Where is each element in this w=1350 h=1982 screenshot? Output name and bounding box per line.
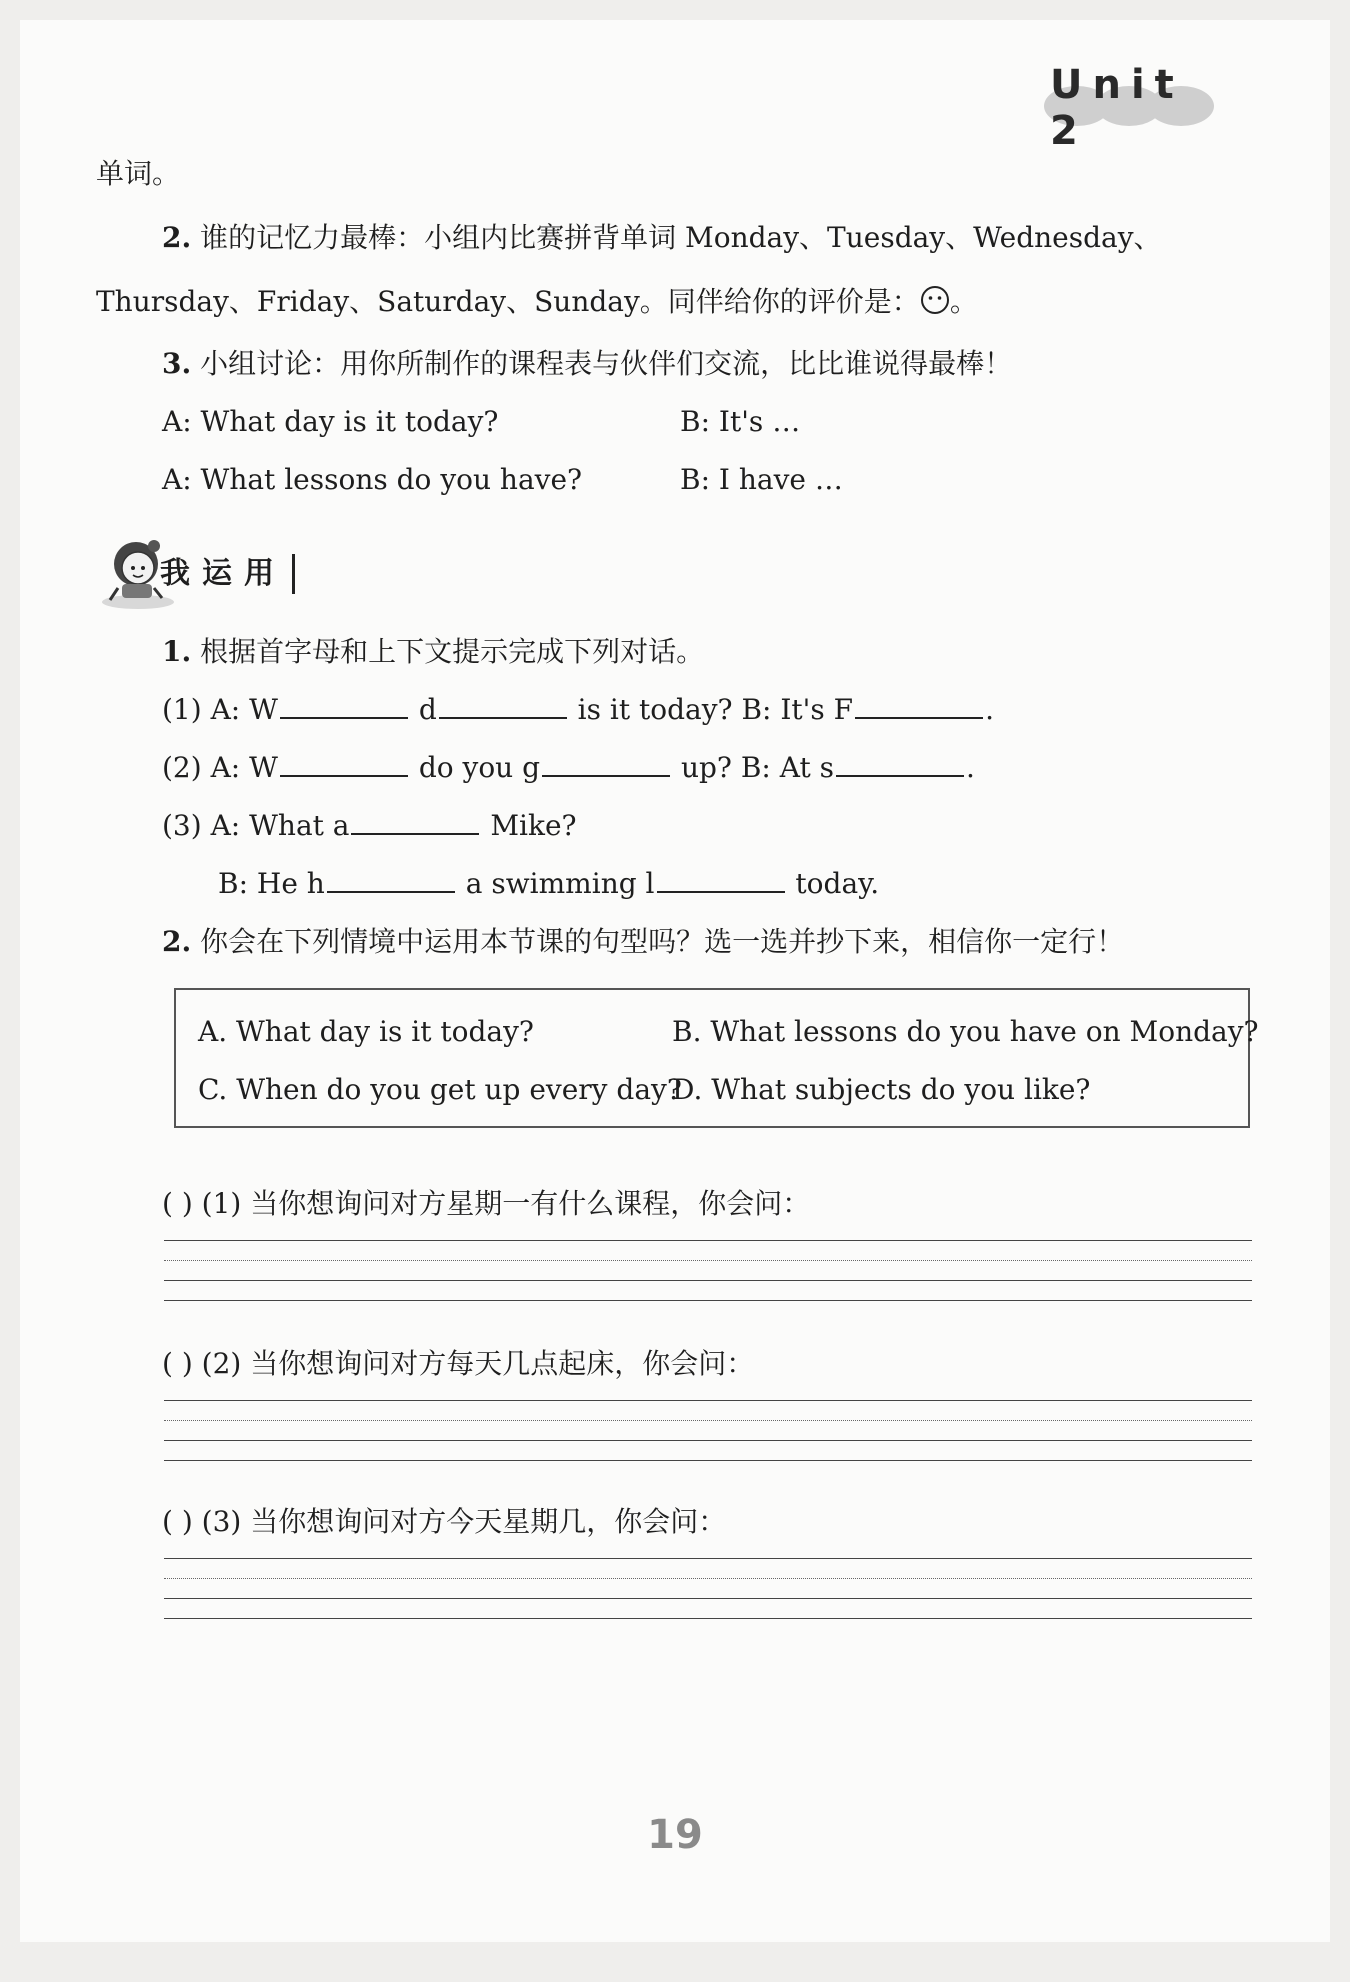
answer-parentheses[interactable]: ( ) bbox=[162, 1187, 193, 1220]
situation-1 bbox=[162, 1184, 810, 1224]
unit-badge bbox=[1040, 58, 1240, 154]
answer-parentheses[interactable]: ( ) bbox=[162, 1505, 193, 1538]
item-number: (1) bbox=[162, 693, 202, 726]
answer-parentheses[interactable]: ( ) bbox=[162, 1347, 193, 1380]
situation-3 bbox=[162, 1502, 726, 1542]
option-a: A. What day is it today? bbox=[198, 1015, 534, 1048]
item2-text2: Thursday、Friday、Saturday、Sunday。同伴给你的评价是： bbox=[96, 285, 920, 318]
option-c: C. When do you get up every day? bbox=[198, 1073, 682, 1106]
option-d: D. What subjects do you like? bbox=[672, 1073, 1091, 1106]
item-text: . bbox=[965, 751, 975, 784]
item3-line bbox=[162, 344, 1012, 384]
answer-blank[interactable] bbox=[351, 807, 479, 835]
page-number: 19 bbox=[647, 1812, 703, 1858]
answer-blank[interactable] bbox=[327, 865, 455, 893]
item-number: (2) bbox=[162, 751, 202, 784]
item-text: d bbox=[418, 693, 437, 726]
item-text: A: What a bbox=[210, 809, 350, 842]
answer-blank[interactable] bbox=[836, 749, 964, 777]
answer-blank[interactable] bbox=[439, 691, 567, 719]
q2-number: 2. bbox=[162, 925, 192, 958]
section-title: 我运用 bbox=[160, 554, 295, 594]
dialog-a1: A: What day is it today? bbox=[162, 405, 499, 438]
item-number: (3) bbox=[162, 809, 202, 842]
situation-text: (3) 当你想询问对方今天星期几，你会问： bbox=[201, 1505, 727, 1538]
item-text: today. bbox=[795, 867, 880, 900]
item-text: B: He h bbox=[218, 867, 325, 900]
q1-item-3 bbox=[162, 806, 577, 846]
situation-text: (2) 当你想询问对方每天几点起床，你会问： bbox=[201, 1347, 755, 1380]
q1-item-2 bbox=[162, 748, 975, 788]
item2-tail: 。 bbox=[949, 285, 978, 318]
writing-lines[interactable] bbox=[164, 1400, 1252, 1464]
situation-2 bbox=[162, 1344, 754, 1384]
item-text: A: W bbox=[210, 693, 278, 726]
unit-label: Unit 2 bbox=[1050, 62, 1184, 154]
q1-item-3b bbox=[218, 864, 879, 904]
options-box bbox=[174, 988, 1259, 1128]
item2-line2 bbox=[96, 282, 978, 322]
item3-text: 小组讨论：用你所制作的课程表与伙伴们交流，比比谁说得最棒！ bbox=[200, 347, 1013, 380]
situation-text: (1) 当你想询问对方星期一有什么课程，你会问： bbox=[201, 1187, 811, 1220]
option-b: B. What lessons do you have on Monday? bbox=[672, 1015, 1259, 1048]
answer-blank[interactable] bbox=[280, 749, 408, 777]
item2-text: 谁的记忆力最棒：小组内比赛拼背单词 Monday、Tuesday、Wednesday、 bbox=[200, 221, 1162, 254]
smiley-face-icon bbox=[920, 285, 950, 315]
item-text: is it today? B: It's F bbox=[577, 693, 854, 726]
workbook-page bbox=[20, 20, 1330, 1942]
q1-item-1 bbox=[162, 690, 994, 730]
answer-blank[interactable] bbox=[542, 749, 670, 777]
q1-line bbox=[162, 632, 704, 672]
item-text: A: W bbox=[210, 751, 278, 784]
item-text: . bbox=[985, 693, 994, 726]
item-text: Mike? bbox=[490, 809, 577, 842]
answer-blank[interactable] bbox=[657, 865, 785, 893]
q2-line bbox=[162, 922, 1124, 962]
q2-text: 你会在下列情境中运用本节课的句型吗？选一选并抄下来，相信你一定行！ bbox=[200, 925, 1125, 958]
item2-number: 2. bbox=[162, 221, 192, 254]
answer-blank[interactable] bbox=[280, 691, 408, 719]
dialog-a2: A: What lessons do you have? bbox=[162, 463, 583, 496]
item2-line1 bbox=[162, 218, 1162, 258]
q1-text: 根据首字母和上下文提示完成下列对话。 bbox=[200, 635, 705, 668]
intro-line0: 单词。 bbox=[96, 157, 181, 190]
item-text: a swimming l bbox=[465, 867, 655, 900]
answer-blank[interactable] bbox=[855, 691, 983, 719]
writing-lines[interactable] bbox=[164, 1240, 1252, 1304]
item3-number: 3. bbox=[162, 347, 192, 380]
item-text: do you g bbox=[418, 751, 541, 784]
item-text: up? B: At s bbox=[680, 751, 834, 784]
q1-number: 1. bbox=[162, 635, 192, 668]
dialog-b2: B: I have … bbox=[680, 463, 843, 496]
dialog-b1: B: It's … bbox=[680, 405, 801, 438]
writing-lines[interactable] bbox=[164, 1558, 1252, 1622]
